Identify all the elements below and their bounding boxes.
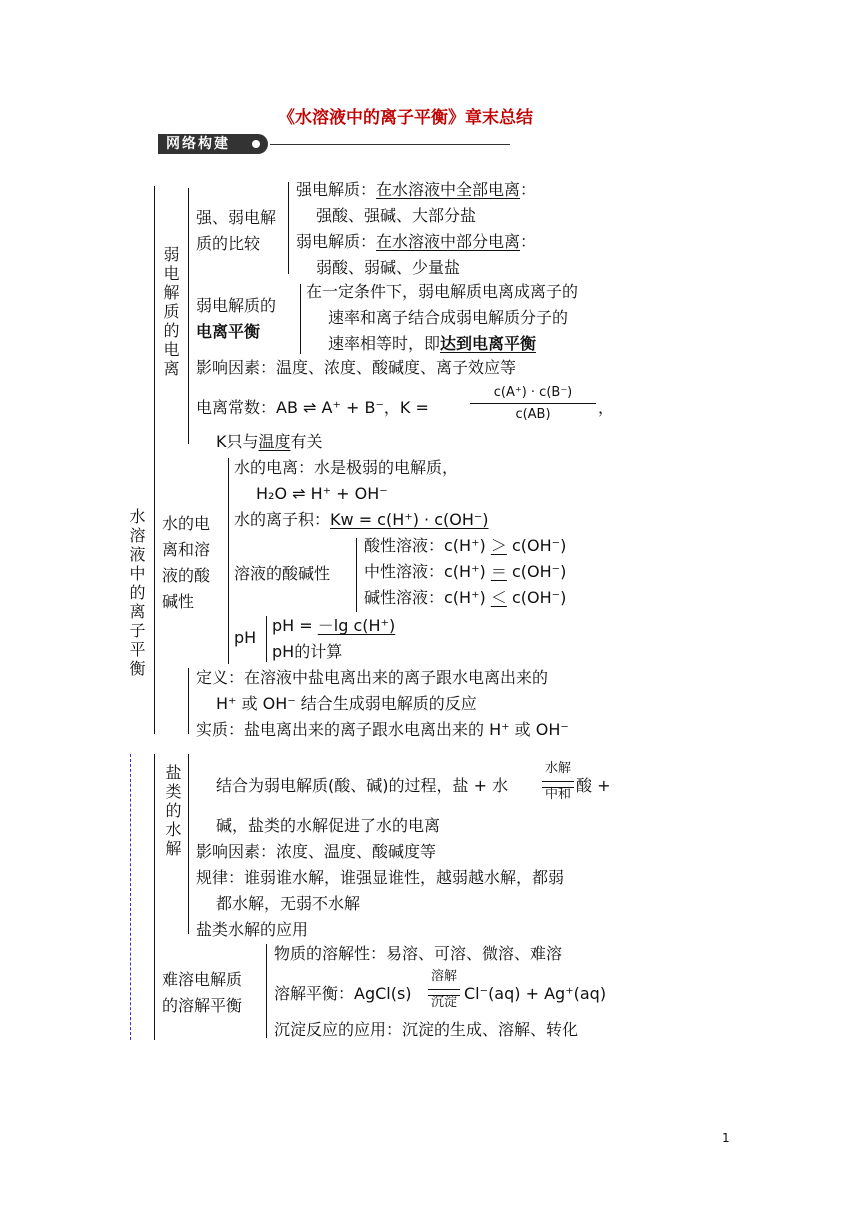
acid-solution: 酸性溶液：c(H⁺) ＞ c(OH⁻) xyxy=(364,536,567,555)
weak-brace xyxy=(188,188,189,444)
ionization-constant-note: K只与温度有关 xyxy=(216,432,323,451)
salt-application: 盐类水解的应用 xyxy=(196,920,309,939)
section-badge-label: 网络构建 xyxy=(166,136,230,152)
ph-brace xyxy=(266,616,267,662)
water-brace xyxy=(228,458,229,664)
ionization-constant-fraction-bar xyxy=(470,403,596,404)
hydrolysis-arrow-bottom: 中和 xyxy=(544,787,571,802)
water-label-2: 离和溶 xyxy=(162,540,211,559)
ionization-constant-tail: ， xyxy=(598,398,615,417)
salt-rule-1: 规律：谁弱谁水解，谁强显谁性，越弱越水解，都弱 xyxy=(196,868,565,887)
ionization-constant-denominator: c(AB) xyxy=(515,407,551,422)
root-brace-dashed xyxy=(130,754,131,1040)
precip-arrow-top: 溶解 xyxy=(430,969,457,984)
precip-arrow-bottom: 沉淀 xyxy=(430,995,457,1010)
section-badge-dot xyxy=(252,140,260,148)
weak-label: 弱电解质的电离 xyxy=(161,246,180,379)
salt-essence-2-tail: 酸 + xyxy=(576,776,611,795)
water-ionization-2: H₂O ⇌ H⁺ + OH⁻ xyxy=(256,484,388,503)
precip-solubility: 物质的溶解性：易溶、可溶、微溶、难溶 xyxy=(274,944,563,963)
salt-definition-2: H⁺ 或 OH⁻ 结合生成弱电解质的反应 xyxy=(216,694,477,713)
precip-application: 沉淀反应的应用：沉淀的生成、溶解、转化 xyxy=(274,1020,579,1039)
salt-brace xyxy=(188,668,189,734)
water-label-1: 水的电 xyxy=(162,514,211,533)
strong-line-2: 强酸、强碱、大部分盐 xyxy=(316,206,477,225)
page-number: 1 xyxy=(722,1131,730,1145)
ionization-constant-numerator: c(A⁺) · c(B⁻) xyxy=(493,385,573,400)
acid-base-brace xyxy=(356,538,357,612)
salt-essence-1: 实质：盐电离出来的离子跟水电离出来的 H⁺ 或 OH⁻ xyxy=(196,720,569,739)
ph-label: pH xyxy=(234,628,257,647)
compare-brace xyxy=(288,182,289,274)
root-brace xyxy=(154,186,155,734)
salt-brace-lower xyxy=(188,754,189,934)
salt-rule-2: 都水解，无弱不水解 xyxy=(216,894,361,913)
salt-label: 盐类的水解 xyxy=(163,764,182,859)
precip-brace xyxy=(266,944,267,1038)
acid-base-label: 溶液的酸碱性 xyxy=(234,564,331,583)
water-label-4: 碱性 xyxy=(162,592,195,611)
ionization-constant: 电离常数：AB ⇌ A⁺ + B⁻，K = xyxy=(196,398,429,417)
compare-label-2: 质的比较 xyxy=(196,234,261,253)
weak-line-2: 弱酸、弱碱、少量盐 xyxy=(316,258,461,277)
water-ion-product: 水的离子积：Kw = c(H⁺) · c(OH⁻) xyxy=(234,510,489,529)
compare-label-1: 强、弱电解 xyxy=(196,208,277,227)
neutral-solution: 中性溶液：c(H⁺) ＝ c(OH⁻) xyxy=(364,562,567,581)
precip-label-2: 的溶解平衡 xyxy=(162,996,243,1015)
precip-label-1: 难溶电解质 xyxy=(162,970,243,989)
water-ionization-1: 水的电离：水是极弱的电解质， xyxy=(234,458,459,477)
hydrolysis-arrow-top: 水解 xyxy=(544,761,571,776)
section-rule xyxy=(270,144,510,145)
ionization-eq-line-1: 在一定条件下，弱电解质电离成离子的 xyxy=(306,282,579,301)
root-brace-lower xyxy=(154,754,155,1040)
water-label-3: 液的酸 xyxy=(162,566,211,585)
salt-factors: 影响因素：浓度、温度、酸碱度等 xyxy=(196,842,437,861)
precip-equilibrium: 溶解平衡：AgCl(s) xyxy=(274,984,412,1003)
precip-equilibrium-tail: Cl⁻(aq) + Ag⁺(aq) xyxy=(464,984,607,1003)
ionization-eq-line-2: 速率和离子结合成弱电解质分子的 xyxy=(328,308,569,327)
ph-calculation: pH的计算 xyxy=(272,642,343,661)
base-solution: 碱性溶液：c(H⁺) ＜ c(OH⁻) xyxy=(364,588,567,607)
ionization-eq-line-3: 速率相等时，即达到电离平衡 xyxy=(328,334,537,353)
ionization-eq-label-1: 弱电解质的 xyxy=(196,296,277,315)
strong-line-1: 强电解质：在水溶液中全部电离： xyxy=(296,180,537,199)
ionization-eq-label-2: 电离平衡 xyxy=(196,322,261,341)
ph-formula: pH = －lg c(H⁺) xyxy=(272,616,396,635)
salt-essence-2: 结合为弱电解质(酸、碱)的过程，盐 + 水 xyxy=(216,776,509,795)
section-header xyxy=(158,134,510,154)
salt-essence-3: 碱，盐类的水解促进了水的电离 xyxy=(216,816,441,835)
salt-definition-1: 定义：在溶液中盐电离出来的离子跟水电离出来的 xyxy=(196,668,549,687)
weak-line-1: 弱电解质：在水溶液中部分电离： xyxy=(296,232,537,251)
ionization-eq-brace xyxy=(300,284,301,354)
weak-factors: 影响因素：温度、浓度、酸碱度、离子效应等 xyxy=(196,358,517,377)
root-label: 水溶液中的离子平衡 xyxy=(127,508,146,679)
page-title: 《水溶液中的离子平衡》章末总结 xyxy=(278,108,533,128)
